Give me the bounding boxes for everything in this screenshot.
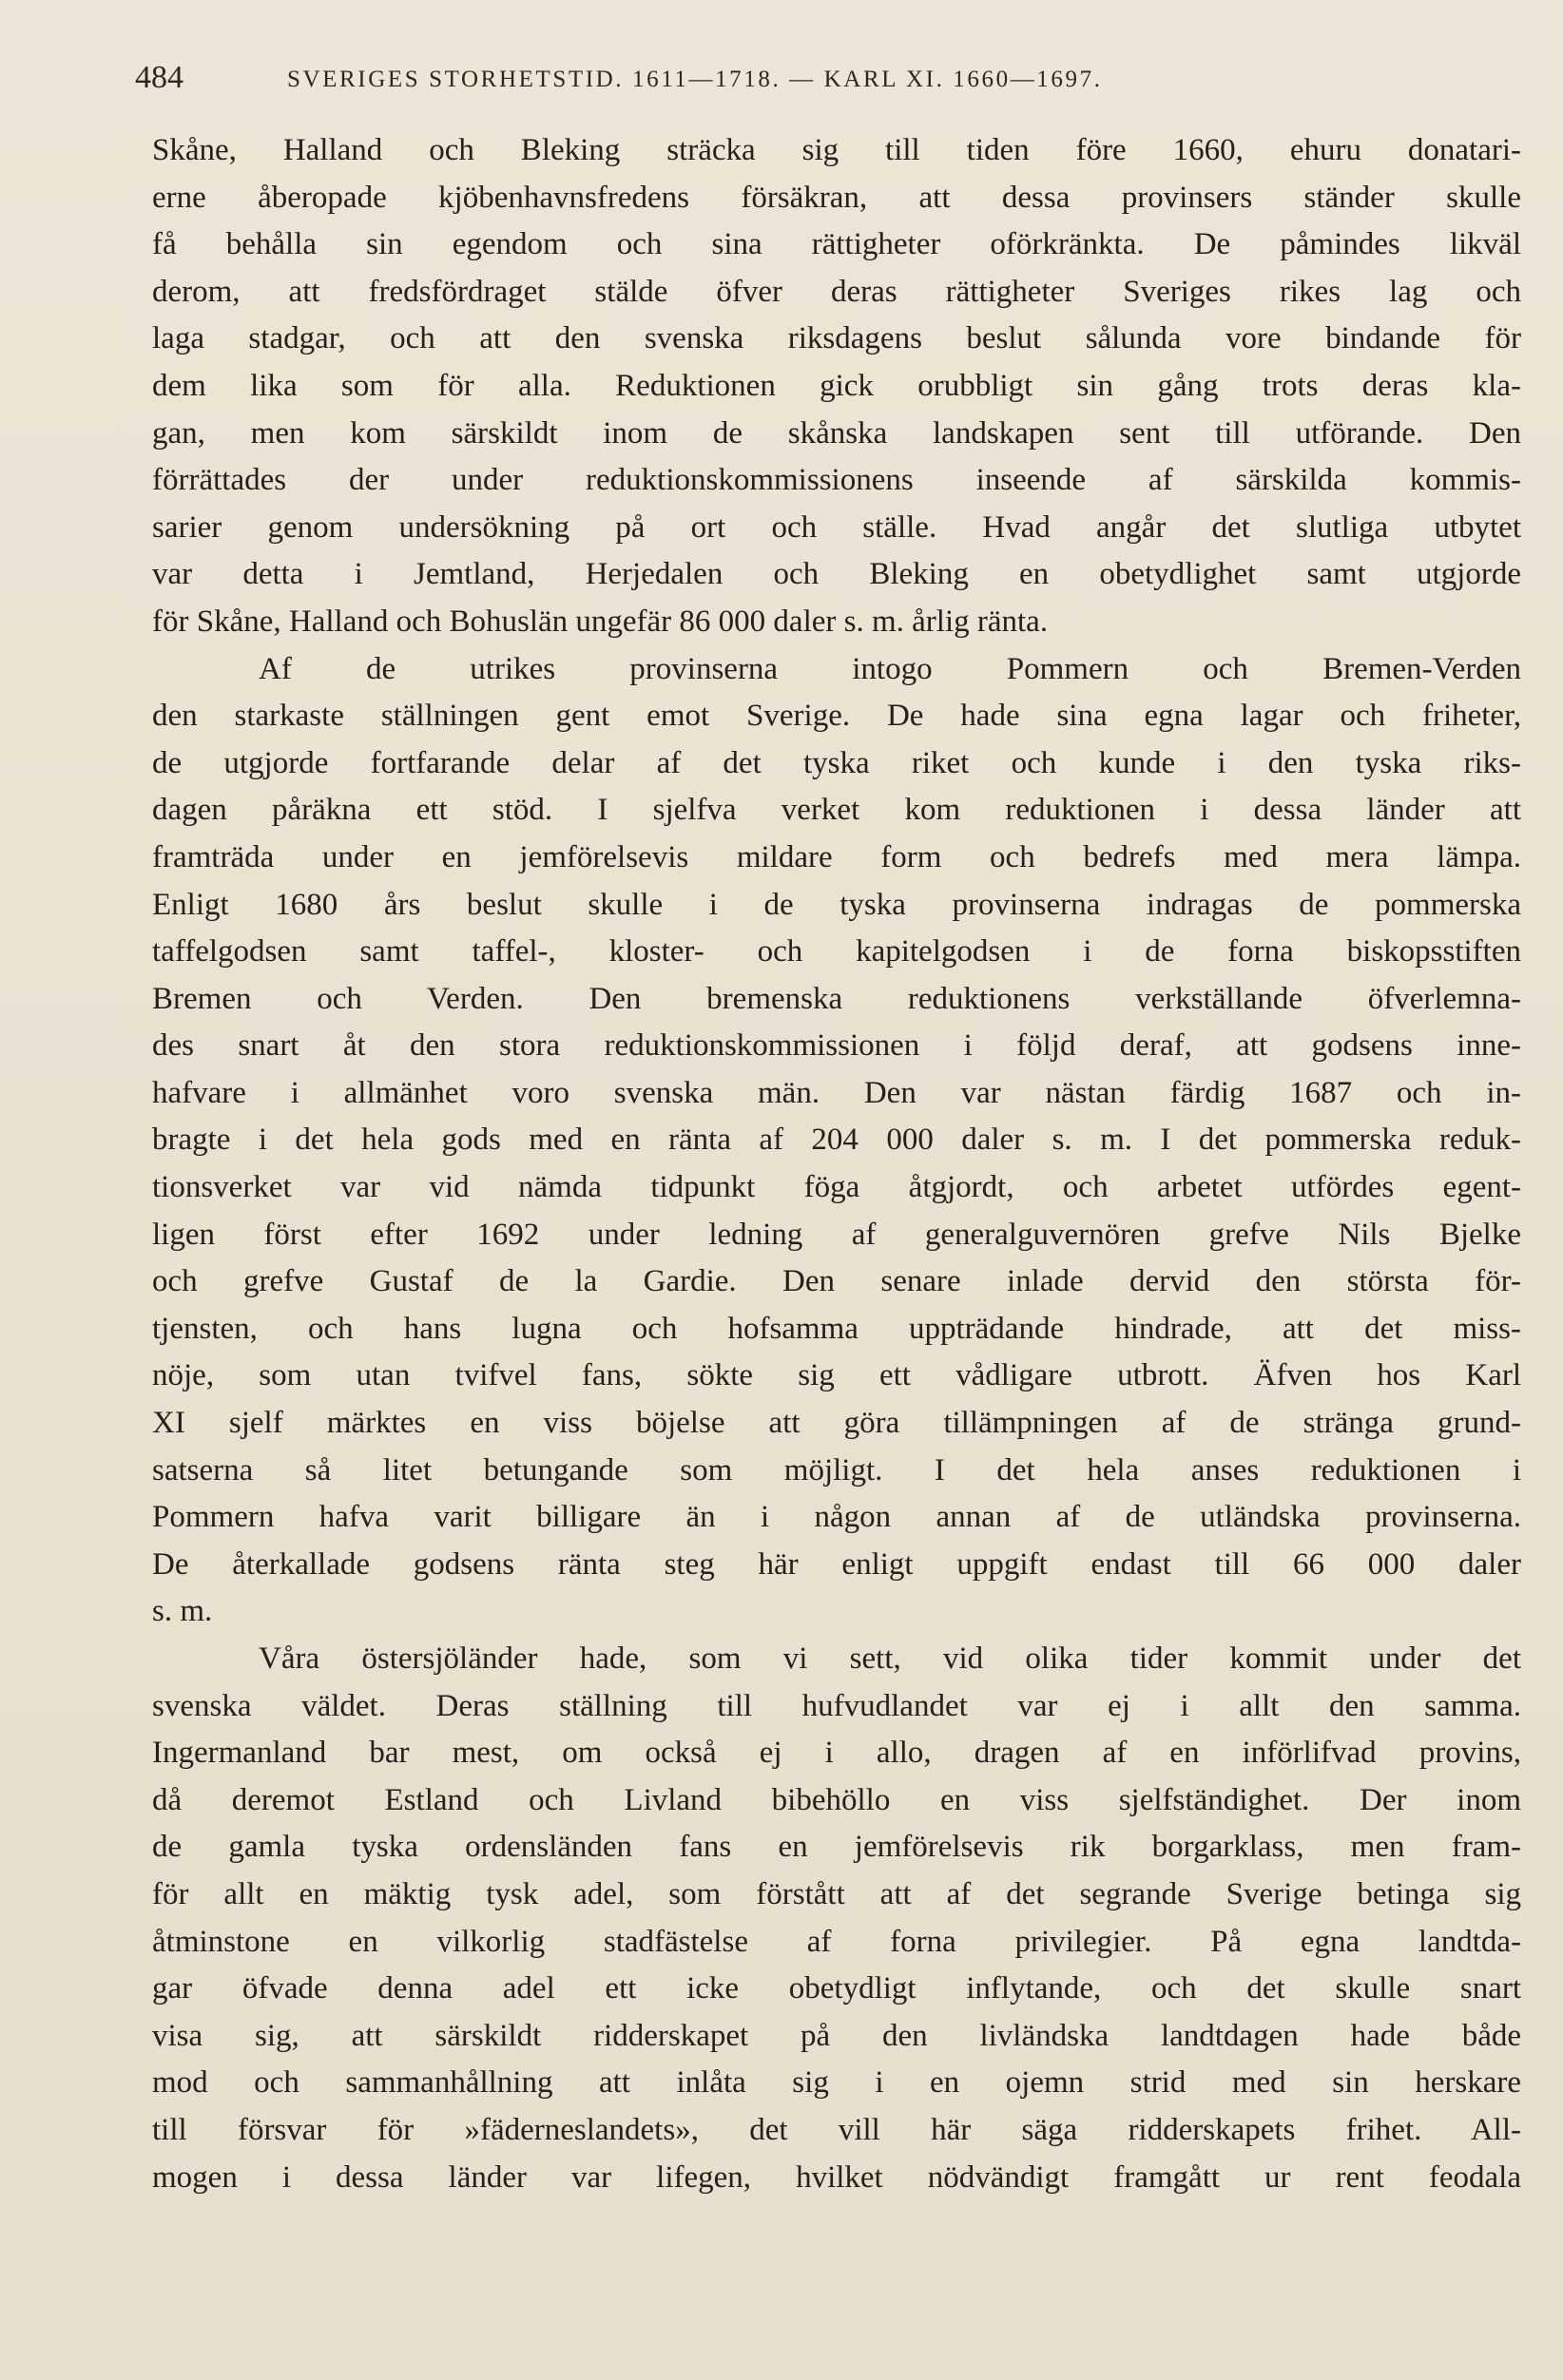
text-line: Enligt 1680 års beslut skulle i de tyska provinserna indragas de pommerska: [152, 887, 1521, 922]
paragraph-start-line: Våra östersjöländer hade, som vi sett, vid olika tider kommit under det: [259, 1641, 1521, 1676]
text-line: bragte i det hela gods med en ränta af 204 000 daler s. m. I det pommerska reduk-: [152, 1123, 1521, 1158]
text-line: de utgjorde fortfarande delar af det tyska riket och kunde i den tyska riks-: [152, 745, 1521, 780]
page-header: [135, 55, 1542, 101]
text-line: dem lika som för alla. Reduktionen gick orubbligt sin gång trots deras kla-: [152, 368, 1521, 403]
text-line: visa sig, att särskildt ridderskapet på den livländska landtdagen hade både: [152, 2018, 1521, 2053]
text-line: laga stadgar, och att den svenska riksdagens beslut sålunda vore bindande för: [152, 321, 1521, 356]
text-line: hafvare i allmänhet voro svenska män. Den var nästan färdig 1687 och in-: [152, 1075, 1521, 1110]
text-line: Pommern hafva varit billigare än i någon annan af de utländska provinserna.: [152, 1500, 1521, 1535]
text-line: svenska väldet. Deras ställning till hufvudlandet var ej i allt den samma.: [152, 1688, 1521, 1723]
text-line: derom, att fredsfördraget stälde öfver deras rättigheter Sveriges rikes lag och: [152, 274, 1521, 309]
text-line: till försvar för »fäderneslandets», det vill här säga ridderskapets frihet. All-: [152, 2112, 1521, 2147]
page-number: 484: [135, 60, 183, 95]
text-line: Bremen och Verden. Den bremenska reduktionens verkställande öfverlemna-: [152, 981, 1521, 1016]
text-line: och grefve Gustaf de la Gardie. Den senare inlade dervid den största för-: [152, 1264, 1521, 1299]
text-line: taffelgodsen samt taffel-, kloster- och kapitelgodsen i de forna biskopsstiften: [152, 934, 1521, 969]
text-line: då deremot Estland och Livland bibehöllo en viss sjelfständighet. Der inom: [152, 1782, 1521, 1817]
text-line: nöje, som utan tvifvel fans, sökte sig ett vådligare utbrott. Äfven hos Karl: [152, 1358, 1521, 1393]
text-line: gar öfvade denna adel ett icke obetydligt inflytande, och det skulle snart: [152, 1971, 1521, 2006]
text-line: erne åberopade kjöbenhavnsfredens försäkran, att dessa provinsers ständer skulle: [152, 180, 1521, 215]
paragraph-end-line: s. m.: [152, 1594, 213, 1629]
text-line: förrättades der under reduktionskommissionens inseende af särskilda kommis-: [152, 463, 1521, 498]
text-line: tionsverket var vid nämda tidpunkt föga åtgjordt, och arbetet utfördes egent-: [152, 1170, 1521, 1205]
text-line: få behålla sin egendom och sina rättigheter oförkränkta. De påmindes likväl: [152, 227, 1521, 262]
text-line: satserna så litet betungande som möjligt. I det hela anses reduktionen i: [152, 1452, 1521, 1488]
text-line: för allt en mäktig tysk adel, som förstått att af det segrande Sverige betinga sig: [152, 1876, 1521, 1911]
paragraph-start-line: Af de utrikes provinserna intogo Pommern och Bremen-Verden: [259, 651, 1521, 686]
text-line: åtminstone en vilkorlig stadfästelse af forna privilegier. På egna landtda-: [152, 1924, 1521, 1959]
text-line: Ingermanland bar mest, om också ej i allo, dragen af en införlifvad provins,: [152, 1736, 1521, 1771]
text-line: mod och sammanhållning att inlåta sig i en ojemn strid med sin herskare: [152, 2065, 1521, 2101]
text-line: De återkallade godsens ränta steg här enligt uppgift endast till 66 000 daler: [152, 1546, 1521, 1582]
text-line: mogen i dessa länder var lifegen, hvilket nödvändigt framgått ur rent feodala: [152, 2159, 1521, 2195]
text-line: den starkaste ställningen gent emot Sverige. De hade sina egna lagar och friheter,: [152, 699, 1521, 734]
paragraph-end-line: för Skåne, Halland och Bohuslän ungefär 86 000 daler s. m. årlig ränta.: [152, 604, 1049, 639]
text-line: XI sjelf märktes en viss böjelse att göra tillämpningen af de stränga grund-: [152, 1406, 1521, 1441]
text-line: des snart åt den stora reduktionskommissionen i följd deraf, att godsens inne-: [152, 1028, 1521, 1064]
text-line: Skåne, Halland och Bleking sträcka sig till tiden före 1660, ehuru donatari-: [152, 133, 1521, 167]
text-line: sarier genom undersökning på ort och ställe. Hvad angår det slutliga utbytet: [152, 509, 1521, 545]
text-line: var detta i Jemtland, Herjedalen och Bleking en obetydlighet samt utgjorde: [152, 557, 1521, 592]
text-line: tjensten, och hans lugna och hofsamma uppträdande hindrade, att det miss-: [152, 1311, 1521, 1346]
text-line: ligen först efter 1692 under ledning af generalguvernören grefve Nils Bjelke: [152, 1217, 1521, 1252]
body-text: [152, 127, 1521, 2201]
text-line: framträda under en jemförelsevis mildare form och bedrefs med mera lämpa.: [152, 839, 1521, 874]
text-line: gan, men kom särskildt inom de skånska landskapen sent till utförande. Den: [152, 415, 1521, 451]
running-title: SVERIGES STORHETSTID. 1611—1718. — KARL XI. 1660—1697.: [287, 67, 1103, 92]
text-line: dagen påräkna ett stöd. I sjelfva verket kom reduktionen i dessa länder att: [152, 793, 1521, 828]
text-line: de gamla tyska ordensländen fans en jemförelsevis rik borgarklass, men fram-: [152, 1830, 1521, 1865]
